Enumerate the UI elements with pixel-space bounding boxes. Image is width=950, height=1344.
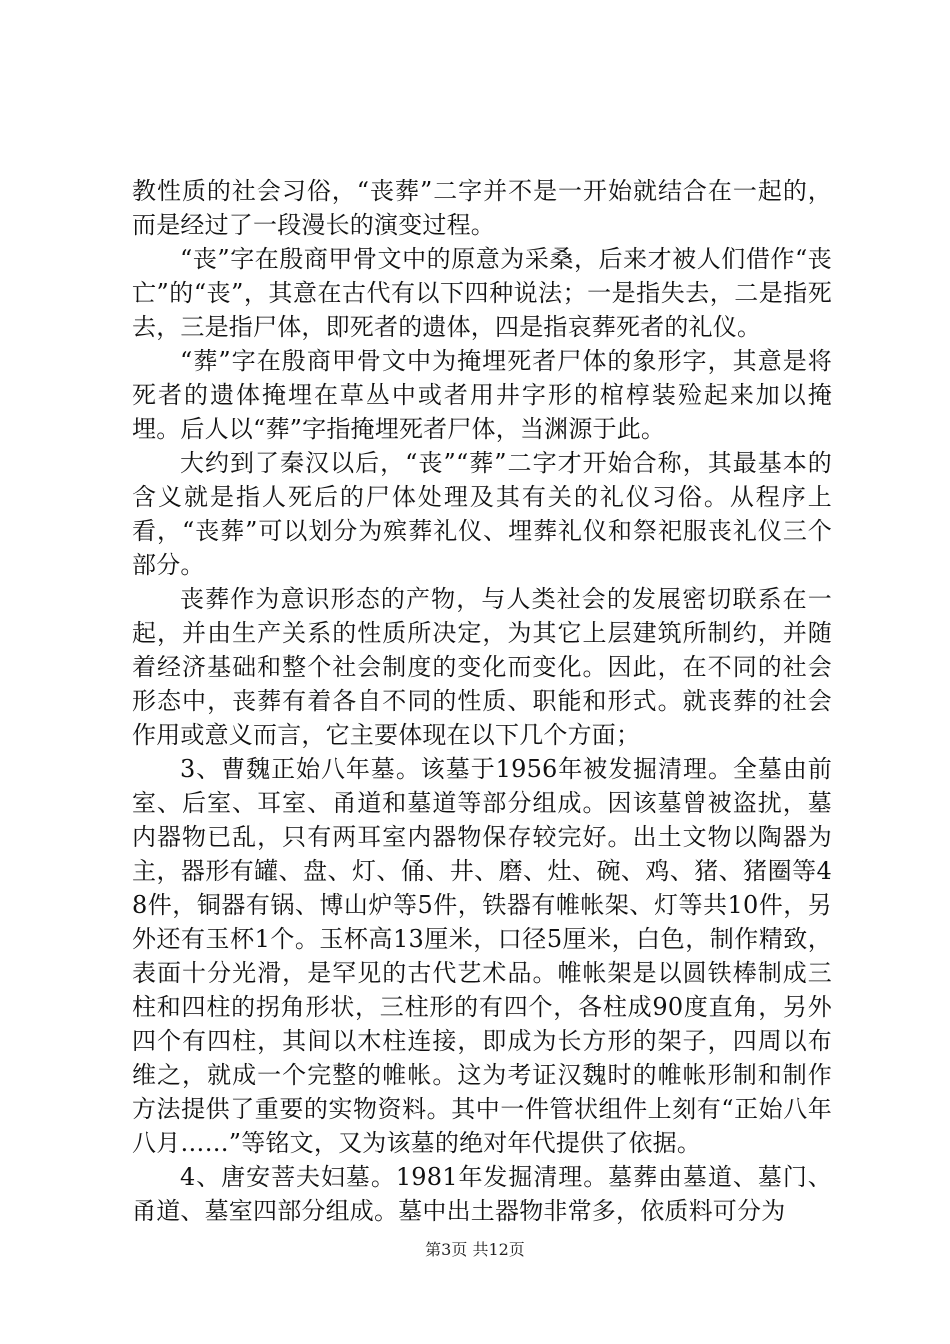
paragraph-5: 丧葬作为意识形态的产物，与人类社会的发展密切联系在一起，并由生产关系的性质所决定，为其它上层建筑所制约，并随着经济基础和整个社会制度的变化而变化。因此，在不同的社会形态中，丧葬有着各自不同的性质、职能和形式。就丧葬的社会作用或意义而言，它主要体现在以下几个方面； [132, 585, 832, 749]
paragraph-4: 大约到了秦汉以后，“丧”“葬”二字才开始合称，其最基本的含义就是指人死后的尸体处理及其有关的礼仪习俗。从程序上看，“丧葬”可以划分为殡葬礼仪、埋葬礼仪和祭祀服丧礼仪三个部分。 [132, 449, 832, 579]
document-body [132, 174, 832, 1228]
paragraph-7: 4、唐安菩夫妇墓。1981年发掘清理。墓葬由墓道、墓门、甬道、墓室四部分组成。墓中出土器物非常多，依质料可分为 [132, 1163, 832, 1225]
paragraph-1: 教性质的社会习俗，“丧葬”二字并不是一开始就结合在一起的，而是经过了一段漫长的演变过程。 [132, 177, 832, 239]
paragraph-3: “葬”字在殷商甲骨文中为掩埋死者尸体的象形字，其意是将死者的遗体掩埋在草丛中或者用井字形的棺椁装殓起来加以掩埋。后人以“葬”字指掩埋死者尸体，当渊源于此。 [132, 347, 832, 443]
paragraph-2: “丧”字在殷商甲骨文中的原意为采桑，后来才被人们借作“丧亡”的“丧”，其意在古代有以下四种说法；一是指失去，二是指死去，三是指尸体，即死者的遗体，四是指哀葬死者的礼仪。 [132, 245, 832, 341]
page-footer: 第3页 共12页 [425, 1240, 525, 1259]
paragraph-6: 3、曹魏正始八年墓。该墓于1956年被发掘清理。全墓由前室、后室、耳室、甬道和墓道等部分组成。因该墓曾被盗扰，墓内器物已乱，只有两耳室内器物保存较完好。出土文物以陶器为主，器形有罐、盘、灯、俑、井、磨、灶、碗、鸡、猪、猪圈等48件，铜器有锅、博山炉等5件，铁器有帷帐架、灯等共10件，另外还有玉杯1个。玉杯高13厘米，口径5厘米，白色，制作精致，表面十分光滑，是罕见的古代艺术品。帷帐架是以圆铁棒制成三柱和四柱的拐角形状，三柱形的有四个，各柱成90度直角，另外四个有四柱，其间以木柱连接，即成为长方形的架子，四周以布维之，就成一个完整的帷帐。这为考证汉魏时的帷帐形制和制作方法提供了重要的实物资料。其中一件管状组件上刻有“正始八年八月……”等铭文，又为该墓的绝对年代提供了依据。 [132, 755, 832, 1157]
